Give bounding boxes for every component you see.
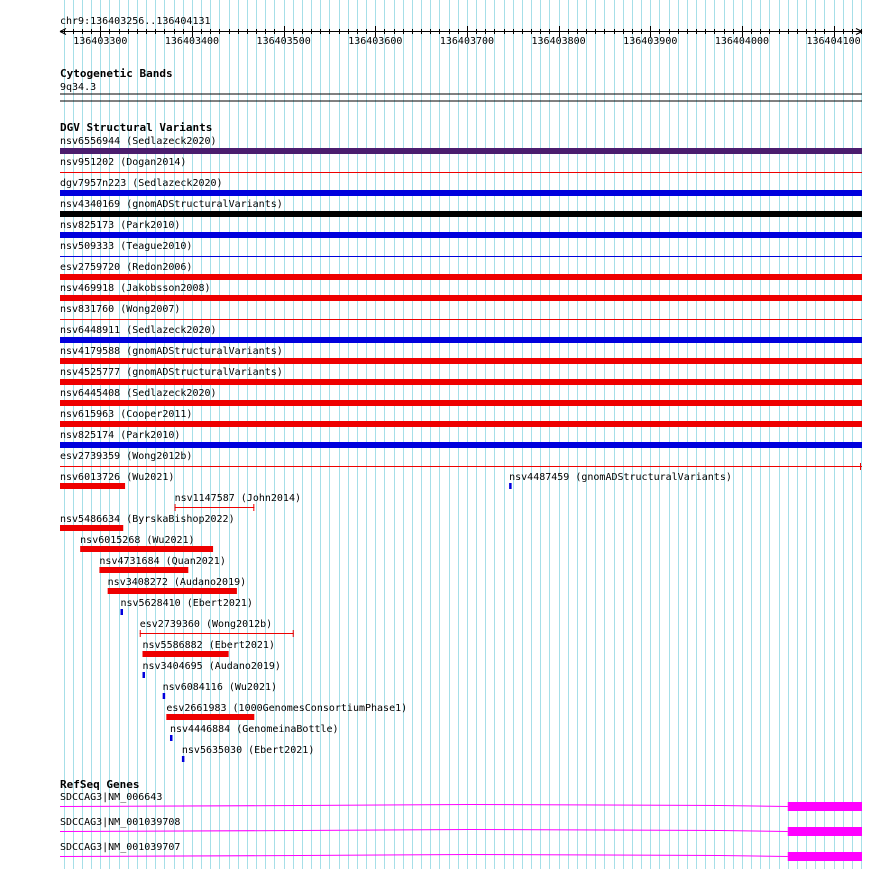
ruler-tick-label: 136404100 <box>806 36 861 47</box>
ruler-tick-label: 136403700 <box>439 36 495 47</box>
region-label: chr9:136403256..136404131 <box>60 16 211 27</box>
variant-label: esv2759720 (Redon2006) <box>60 262 193 273</box>
variant-label: nsv6015268 (Wu2021) <box>80 535 195 546</box>
variant-label: dgv7957n223 (Sedlazeck2020) <box>60 178 223 189</box>
gene-exon <box>788 852 862 861</box>
ruler-tick-label: 136403400 <box>164 36 220 47</box>
variant-label: esv2739360 (Wong2012b) <box>139 619 273 630</box>
gene-label: SDCCAG3|NM_006643 <box>60 792 163 803</box>
variant-bar <box>60 442 862 448</box>
variant-tick <box>509 483 512 489</box>
refseq-title: RefSeq Genes <box>60 778 140 791</box>
variant-bar <box>80 546 213 552</box>
variant-bar <box>60 379 862 385</box>
gene-label: SDCCAG3|NM_001039707 <box>60 842 181 853</box>
variant-bar <box>60 148 862 154</box>
variant-label: nsv615963 (Cooper2011) <box>60 409 193 420</box>
variant-label: nsv4487459 (gnomADStructuralVariants) <box>509 472 732 483</box>
variant-label: nsv6084116 (Wu2021) <box>162 682 278 693</box>
variant-label: nsv6556944 (Sedlazeck2020) <box>60 136 217 147</box>
variant-label: nsv825174 (Park2010) <box>60 430 181 441</box>
variant-bar <box>99 567 188 573</box>
ruler-tick-label: 136404000 <box>714 36 770 47</box>
variant-bar <box>60 274 862 280</box>
variant-label: esv2661983 (1000GenomesConsortiumPhase1) <box>166 703 408 714</box>
variant-label: nsv5486634 (ByrskaBishop2022) <box>60 514 235 525</box>
variant-label: nsv5586882 (Ebert2021) <box>142 640 275 651</box>
variant-label: nsv1147587 (John2014) <box>174 493 302 504</box>
ruler-tick-label: 136403300 <box>73 36 128 47</box>
variant-label: nsv6013726 (Wu2021) <box>60 472 175 483</box>
variant-bar <box>60 483 125 489</box>
gene-exon <box>788 802 862 811</box>
variant-label: nsv5635030 (Ebert2021) <box>181 745 315 756</box>
variant-label: nsv5628410 (Ebert2021) <box>120 598 253 609</box>
variant-bar <box>108 588 237 594</box>
variant-label: nsv509333 (Teague2010) <box>60 241 193 252</box>
variant-bar <box>166 714 254 720</box>
variant-bar <box>142 651 228 657</box>
variant-label: nsv6448911 (Sedlazeck2020) <box>60 325 217 336</box>
cyto-band-label: 9q34.3 <box>60 82 97 93</box>
variant-label: nsv4525777 (gnomADStructuralVariants) <box>60 367 283 378</box>
variant-bar <box>60 190 862 196</box>
ruler-tick-label: 136403900 <box>623 36 678 47</box>
variant-label: nsv4731684 (Quan2021) <box>99 556 226 567</box>
variant-label: nsv4179588 (gnomADStructuralVariants) <box>60 346 283 357</box>
variant-tick <box>142 672 145 678</box>
variant-bar <box>60 295 862 301</box>
gene-label: SDCCAG3|NM_001039708 <box>60 817 181 828</box>
variant-label: nsv6445408 (Sedlazeck2020) <box>60 388 217 399</box>
variant-label: nsv4340169 (gnomADStructuralVariants) <box>60 199 283 210</box>
variant-label: esv2739359 (Wong2012b) <box>60 451 193 462</box>
gene-exon <box>788 827 862 836</box>
variant-bar <box>60 525 123 531</box>
variant-label: nsv469918 (Jakobsson2008) <box>60 283 211 294</box>
dgv-title: DGV Structural Variants <box>60 121 213 134</box>
cytogenetic-bands-title: Cytogenetic Bands <box>60 67 173 80</box>
ruler-tick-label: 136403600 <box>348 36 403 47</box>
variant-tick <box>170 735 173 741</box>
variant-bar <box>60 400 862 406</box>
variant-label: nsv831760 (Wong2007) <box>60 304 181 315</box>
variant-tick <box>120 609 123 615</box>
variant-bar <box>60 211 862 217</box>
variant-tick <box>182 756 185 762</box>
variant-label: nsv3404695 (Audano2019) <box>142 661 281 672</box>
ruler-tick-label: 136403800 <box>531 36 586 47</box>
variant-bar <box>60 232 862 238</box>
variant-label: nsv3408272 (Audano2019) <box>107 577 247 588</box>
variant-label: nsv951202 (Dogan2014) <box>60 157 187 168</box>
variant-tick <box>163 693 166 699</box>
ruler-tick-label: 136403500 <box>256 36 311 47</box>
variant-bar <box>60 358 862 364</box>
variant-bar <box>60 421 862 427</box>
variant-bar <box>60 337 862 343</box>
variant-label: nsv825173 (Park2010) <box>60 220 181 231</box>
variant-label: nsv4446884 (GenomeinaBottle) <box>169 724 339 735</box>
